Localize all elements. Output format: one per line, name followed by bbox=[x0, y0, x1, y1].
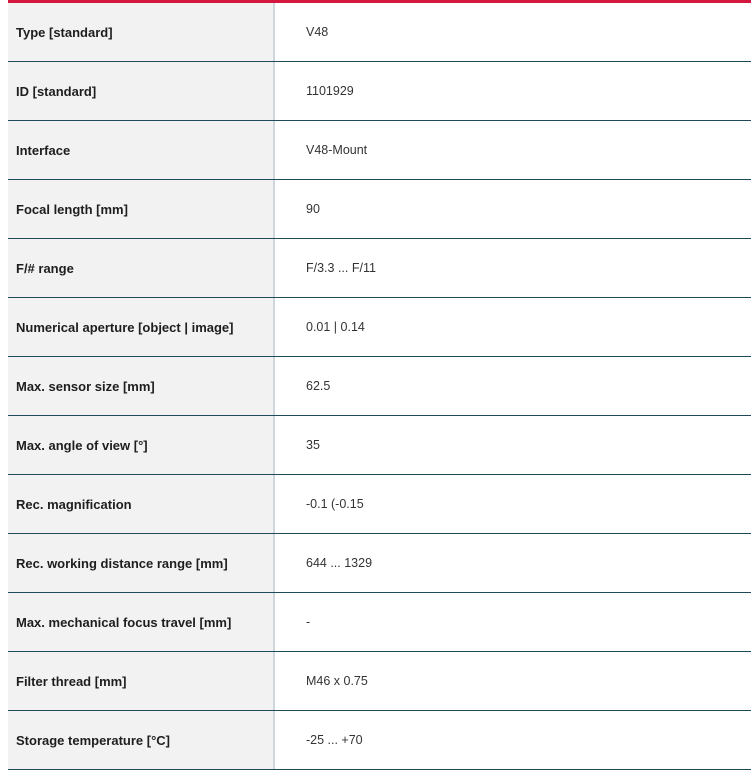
spec-row-numerical-aperture bbox=[8, 298, 751, 357]
spec-value: 1101929 bbox=[306, 84, 354, 98]
spec-label: ID [standard] bbox=[8, 62, 275, 120]
spec-value: 644 ... 1329 bbox=[306, 556, 373, 570]
spec-value: - bbox=[306, 615, 311, 629]
spec-row-storage-temperature bbox=[8, 711, 751, 770]
spec-row-magnification bbox=[8, 475, 751, 534]
spec-row-focal-length bbox=[8, 180, 751, 239]
spec-value: -25 ... +70 bbox=[306, 733, 363, 747]
spec-label: Rec. magnification bbox=[8, 475, 275, 533]
spec-row-interface bbox=[8, 121, 751, 180]
spec-label: Max. angle of view [°] bbox=[8, 416, 275, 474]
spec-row-focus-travel bbox=[8, 593, 751, 652]
spec-row-id bbox=[8, 62, 751, 121]
spec-value: 35 bbox=[306, 438, 320, 452]
spec-value: V48 bbox=[306, 25, 329, 39]
spec-table bbox=[8, 0, 751, 770]
spec-label: Type [standard] bbox=[8, 3, 275, 61]
spec-value: -0.1 (-0.15 bbox=[306, 497, 364, 511]
spec-value: M46 x 0.75 bbox=[306, 674, 368, 688]
spec-label: Filter thread [mm] bbox=[8, 652, 275, 710]
spec-row-sensor-size bbox=[8, 357, 751, 416]
spec-row-filter-thread bbox=[8, 652, 751, 711]
spec-row-working-distance bbox=[8, 534, 751, 593]
spec-value: F/3.3 ... F/11 bbox=[306, 261, 376, 275]
spec-row-type bbox=[8, 3, 751, 62]
spec-value: 62.5 bbox=[306, 379, 331, 393]
spec-label: Storage temperature [°C] bbox=[8, 711, 275, 769]
spec-value: 90 bbox=[306, 202, 320, 216]
spec-row-f-range bbox=[8, 239, 751, 298]
spec-label: Rec. working distance range [mm] bbox=[8, 534, 275, 592]
spec-row-angle-of-view bbox=[8, 416, 751, 475]
spec-label: F/# range bbox=[8, 239, 275, 297]
spec-label: Focal length [mm] bbox=[8, 180, 275, 238]
spec-label: Max. mechanical focus travel [mm] bbox=[8, 593, 275, 651]
spec-value: 0.01 | 0.14 bbox=[306, 320, 365, 334]
spec-label: Interface bbox=[8, 121, 275, 179]
spec-label: Max. sensor size [mm] bbox=[8, 357, 275, 415]
spec-value: V48-Mount bbox=[306, 143, 368, 157]
spec-label: Numerical aperture [object | image] bbox=[8, 298, 275, 356]
